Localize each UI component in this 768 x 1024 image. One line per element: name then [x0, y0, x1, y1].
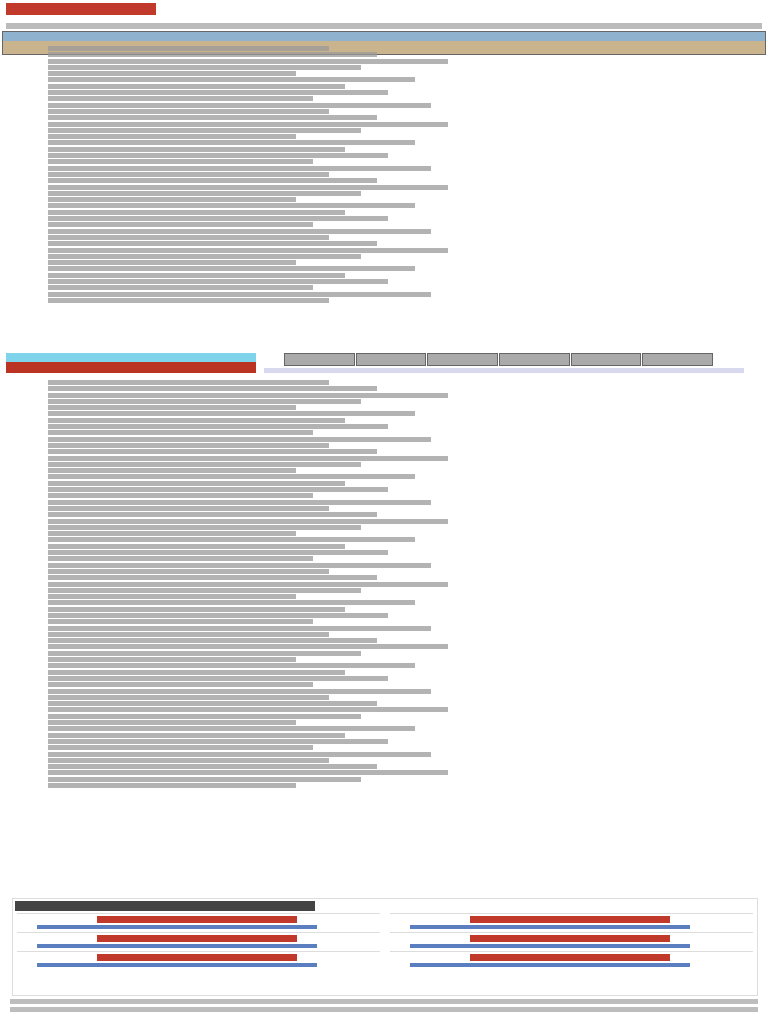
text-line	[48, 399, 361, 404]
product-thumbnail[interactable]	[97, 935, 297, 942]
products-title	[15, 901, 315, 911]
text-line	[48, 222, 313, 227]
text-line	[48, 695, 329, 700]
text-line	[48, 569, 329, 574]
text-line	[48, 468, 296, 473]
text-line	[48, 279, 388, 284]
text-line	[48, 525, 361, 530]
table-cell	[642, 353, 713, 366]
article-text-top	[48, 46, 588, 352]
text-line	[48, 783, 296, 788]
text-line	[48, 556, 313, 561]
text-line	[48, 644, 448, 649]
text-line	[48, 235, 329, 240]
product-thumbnail[interactable]	[97, 954, 297, 961]
text-line	[48, 159, 313, 164]
text-line	[48, 600, 415, 605]
text-line	[48, 764, 377, 769]
text-line	[48, 59, 448, 64]
text-line	[48, 128, 361, 133]
text-line	[48, 77, 415, 82]
text-line	[48, 619, 313, 624]
text-line	[48, 714, 361, 719]
text-line	[48, 248, 448, 253]
site-subtitle	[6, 23, 762, 29]
footer-line	[10, 1007, 758, 1012]
strip-caption	[264, 368, 744, 373]
mid-strip	[4, 353, 764, 377]
text-line	[48, 657, 296, 662]
article-text-bottom	[48, 380, 588, 890]
text-line	[48, 298, 329, 303]
text-line	[48, 122, 448, 127]
product-title-link[interactable]	[37, 944, 317, 948]
text-line	[48, 134, 296, 139]
text-line	[48, 563, 431, 568]
text-line	[48, 203, 415, 208]
product-thumbnail[interactable]	[97, 916, 297, 923]
text-line	[48, 770, 448, 775]
text-line	[48, 185, 448, 190]
text-line	[48, 626, 431, 631]
related-products	[12, 898, 758, 996]
text-line	[48, 418, 345, 423]
text-line	[48, 651, 361, 656]
text-line	[48, 726, 415, 731]
text-line	[48, 96, 313, 101]
product-title-link[interactable]	[410, 963, 690, 967]
text-line	[48, 481, 345, 486]
text-line	[48, 411, 415, 416]
text-line	[48, 84, 345, 89]
page-footer	[10, 996, 758, 1022]
text-line	[48, 582, 448, 587]
text-line	[48, 109, 329, 114]
text-line	[48, 777, 361, 782]
text-line	[48, 493, 313, 498]
text-line	[48, 758, 329, 763]
text-line	[48, 474, 415, 479]
text-line	[48, 752, 431, 757]
text-line	[48, 260, 296, 265]
text-line	[48, 512, 377, 517]
text-line	[48, 544, 345, 549]
text-line	[48, 90, 388, 95]
text-line	[48, 575, 377, 580]
text-line	[48, 443, 329, 448]
text-line	[48, 229, 431, 234]
text-line	[48, 191, 361, 196]
product-card[interactable]	[390, 932, 753, 951]
text-line	[48, 430, 313, 435]
product-thumbnail[interactable]	[470, 916, 670, 923]
text-line	[48, 241, 377, 246]
text-line	[48, 745, 313, 750]
text-line	[48, 613, 388, 618]
text-line	[48, 254, 361, 259]
text-line	[48, 519, 448, 524]
text-line	[48, 266, 415, 271]
text-line	[48, 153, 388, 158]
text-line	[48, 594, 296, 599]
text-line	[48, 424, 388, 429]
text-line	[48, 210, 345, 215]
text-line	[48, 437, 431, 442]
text-line	[48, 65, 361, 70]
table-cell	[571, 353, 642, 366]
site-title[interactable]	[6, 3, 156, 15]
text-line	[48, 531, 296, 536]
product-card[interactable]	[390, 913, 753, 932]
product-card[interactable]	[390, 951, 753, 970]
text-line	[48, 720, 296, 725]
text-line	[48, 550, 388, 555]
text-line	[48, 689, 431, 694]
product-title-link[interactable]	[410, 925, 690, 929]
product-thumbnail[interactable]	[470, 935, 670, 942]
text-line	[48, 676, 388, 681]
text-line	[48, 178, 377, 183]
text-line	[48, 115, 377, 120]
product-thumbnail[interactable]	[470, 954, 670, 961]
text-line	[48, 588, 361, 593]
text-line	[48, 500, 431, 505]
text-line	[48, 707, 448, 712]
product-title-link[interactable]	[37, 963, 317, 967]
text-line	[48, 632, 329, 637]
text-line	[48, 273, 345, 278]
product-title-link[interactable]	[410, 944, 690, 948]
text-line	[48, 52, 377, 57]
product-card[interactable]	[17, 951, 380, 970]
text-line	[48, 405, 296, 410]
text-line	[48, 71, 296, 76]
text-line	[48, 103, 431, 108]
strip-table	[284, 353, 714, 366]
text-line	[48, 46, 329, 51]
text-line	[48, 739, 388, 744]
text-line	[48, 733, 345, 738]
text-line	[48, 670, 345, 675]
text-line	[48, 166, 431, 171]
site-header	[0, 0, 768, 20]
text-line	[48, 607, 345, 612]
text-line	[48, 537, 415, 542]
text-line	[48, 285, 313, 290]
text-line	[48, 506, 329, 511]
text-line	[48, 701, 377, 706]
text-line	[48, 197, 296, 202]
text-line	[48, 449, 377, 454]
product-card[interactable]	[17, 932, 380, 951]
text-line	[48, 216, 388, 221]
product-title-link[interactable]	[37, 925, 317, 929]
text-line	[48, 140, 415, 145]
footer-line	[10, 999, 758, 1004]
product-grid	[13, 913, 757, 970]
text-line	[48, 638, 377, 643]
table-cell	[284, 353, 355, 366]
text-line	[48, 487, 388, 492]
text-line	[48, 462, 361, 467]
table-cell	[356, 353, 427, 366]
text-line	[48, 456, 448, 461]
text-line	[48, 393, 448, 398]
text-line	[48, 172, 329, 177]
text-line	[48, 147, 345, 152]
text-line	[48, 380, 329, 385]
table-cell	[427, 353, 498, 366]
text-line	[48, 663, 415, 668]
text-line	[48, 292, 431, 297]
product-card[interactable]	[17, 913, 380, 932]
text-line	[48, 682, 313, 687]
text-line	[48, 386, 377, 391]
strip-image	[6, 353, 256, 373]
table-cell	[499, 353, 570, 366]
